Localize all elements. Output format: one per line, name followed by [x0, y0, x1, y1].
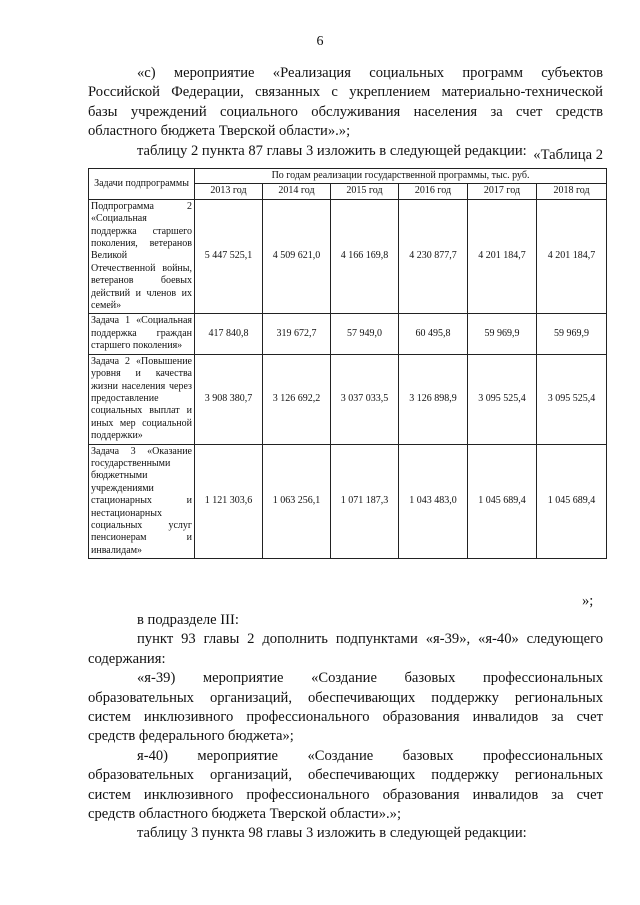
- row-value: 1 071 187,3: [331, 444, 399, 559]
- row-value: 4 166 169,8: [331, 199, 399, 314]
- paragraph-line: средств федерального бюджета»;: [88, 728, 294, 745]
- row-label: Подпрограмма 2 «Социальная поддержка старшего поколения, ветеранов Великой Отечественной войны, ветеранов боевых действий и членов их семей»: [89, 199, 195, 314]
- row-value: 3 908 380,7: [195, 354, 263, 444]
- intro-line: базы учреждений социального обслуживания населения за счет средств: [88, 103, 603, 120]
- intro-text: [88, 64, 603, 161]
- table-row: [89, 444, 607, 559]
- row-value: 4 201 184,7: [537, 199, 607, 314]
- row-value: 3 037 033,5: [331, 354, 399, 444]
- row-value: 57 949,0: [331, 314, 399, 354]
- intro-line: Российской Федерации, связанных с укреплением материально-технической: [88, 84, 603, 101]
- row-value: 3 095 525,4: [468, 354, 537, 444]
- header-year: 2017 год: [468, 184, 537, 199]
- paragraph-line: «я-39) мероприятие «Создание базовых профессиональных: [137, 670, 603, 687]
- row-label: Задача 3 «Оказание государственными бюджетными учреждениями стационарных и нестационарных социальных услуг пенсионерам и инвалидам»: [89, 444, 195, 559]
- table-row: [89, 354, 607, 444]
- paragraph-line: содержания:: [88, 650, 166, 667]
- intro-line: «с) мероприятие «Реализация социальных программ субъектов: [137, 65, 603, 81]
- table-caption: «Таблица 2: [533, 147, 603, 163]
- row-value: 60 495,8: [399, 314, 468, 354]
- paragraph-line: образовательных организаций, обеспечивающих поддержку региональных: [88, 767, 603, 784]
- row-value: 1 043 483,0: [399, 444, 468, 559]
- table-row: [89, 199, 607, 314]
- row-label: Задача 2 «Повышение уровня и качества жизни населения через предоставление социальных выплат и иных мер социальной поддержки»: [89, 354, 195, 444]
- amendment-text: [88, 611, 603, 844]
- header-year: 2014 год: [263, 184, 331, 199]
- table-closing-mark: »;: [582, 593, 594, 609]
- paragraph-line: пункт 93 главы 2 дополнить подпунктами «я-39», «я-40» следующего: [137, 631, 603, 648]
- intro-line: таблицу 2 пункта 87 главы 3 изложить в следующей редакции:: [137, 142, 527, 159]
- row-label: Задача 1 «Социальная поддержка граждан старшего поколения»: [89, 314, 195, 354]
- header-task: Задачи подпрограммы: [89, 169, 195, 200]
- header-group: По годам реализации государственной программы, тыс. руб.: [195, 169, 607, 184]
- row-value: 59 969,9: [468, 314, 537, 354]
- paragraph-line: систем инклюзивного профессионального образования инвалидов за счет: [88, 786, 603, 803]
- row-value: 4 509 621,0: [263, 199, 331, 314]
- row-value: 3 126 898,9: [399, 354, 468, 444]
- row-value: 1 121 303,6: [195, 444, 263, 559]
- subsection-line: в подразделе III:: [137, 612, 239, 628]
- row-value: 4 230 877,7: [399, 199, 468, 314]
- paragraph-line: систем инклюзивного профессионального образования инвалидов за счет: [88, 709, 603, 726]
- paragraph-line: образовательных организаций, обеспечивающих поддержку региональных: [88, 689, 603, 706]
- budget-table: [88, 168, 607, 559]
- row-value: 319 672,7: [263, 314, 331, 354]
- header-year: 2015 год: [331, 184, 399, 199]
- row-value: 1 045 689,4: [537, 444, 607, 559]
- row-value: 3 126 692,2: [263, 354, 331, 444]
- row-value: 59 969,9: [537, 314, 607, 354]
- table-row: [89, 314, 607, 354]
- row-value: 5 447 525,1: [195, 199, 263, 314]
- header-year: 2013 год: [195, 184, 263, 199]
- paragraph-line: я-40) мероприятие «Создание базовых профессиональных: [137, 747, 603, 764]
- row-value: 3 095 525,4: [537, 354, 607, 444]
- row-value: 1 063 256,1: [263, 444, 331, 559]
- row-value: 4 201 184,7: [468, 199, 537, 314]
- intro-line: областного бюджета Тверской области».»;: [88, 123, 351, 140]
- paragraph-line: средств областного бюджета Тверской области».»;: [88, 806, 402, 823]
- row-value: 417 840,8: [195, 314, 263, 354]
- header-year: 2018 год: [537, 184, 607, 199]
- paragraph-line: таблицу 3 пункта 98 главы 3 изложить в следующей редакции:: [137, 825, 527, 842]
- page-number: 6: [316, 34, 324, 49]
- row-value: 1 045 689,4: [468, 444, 537, 559]
- header-year: 2016 год: [399, 184, 468, 199]
